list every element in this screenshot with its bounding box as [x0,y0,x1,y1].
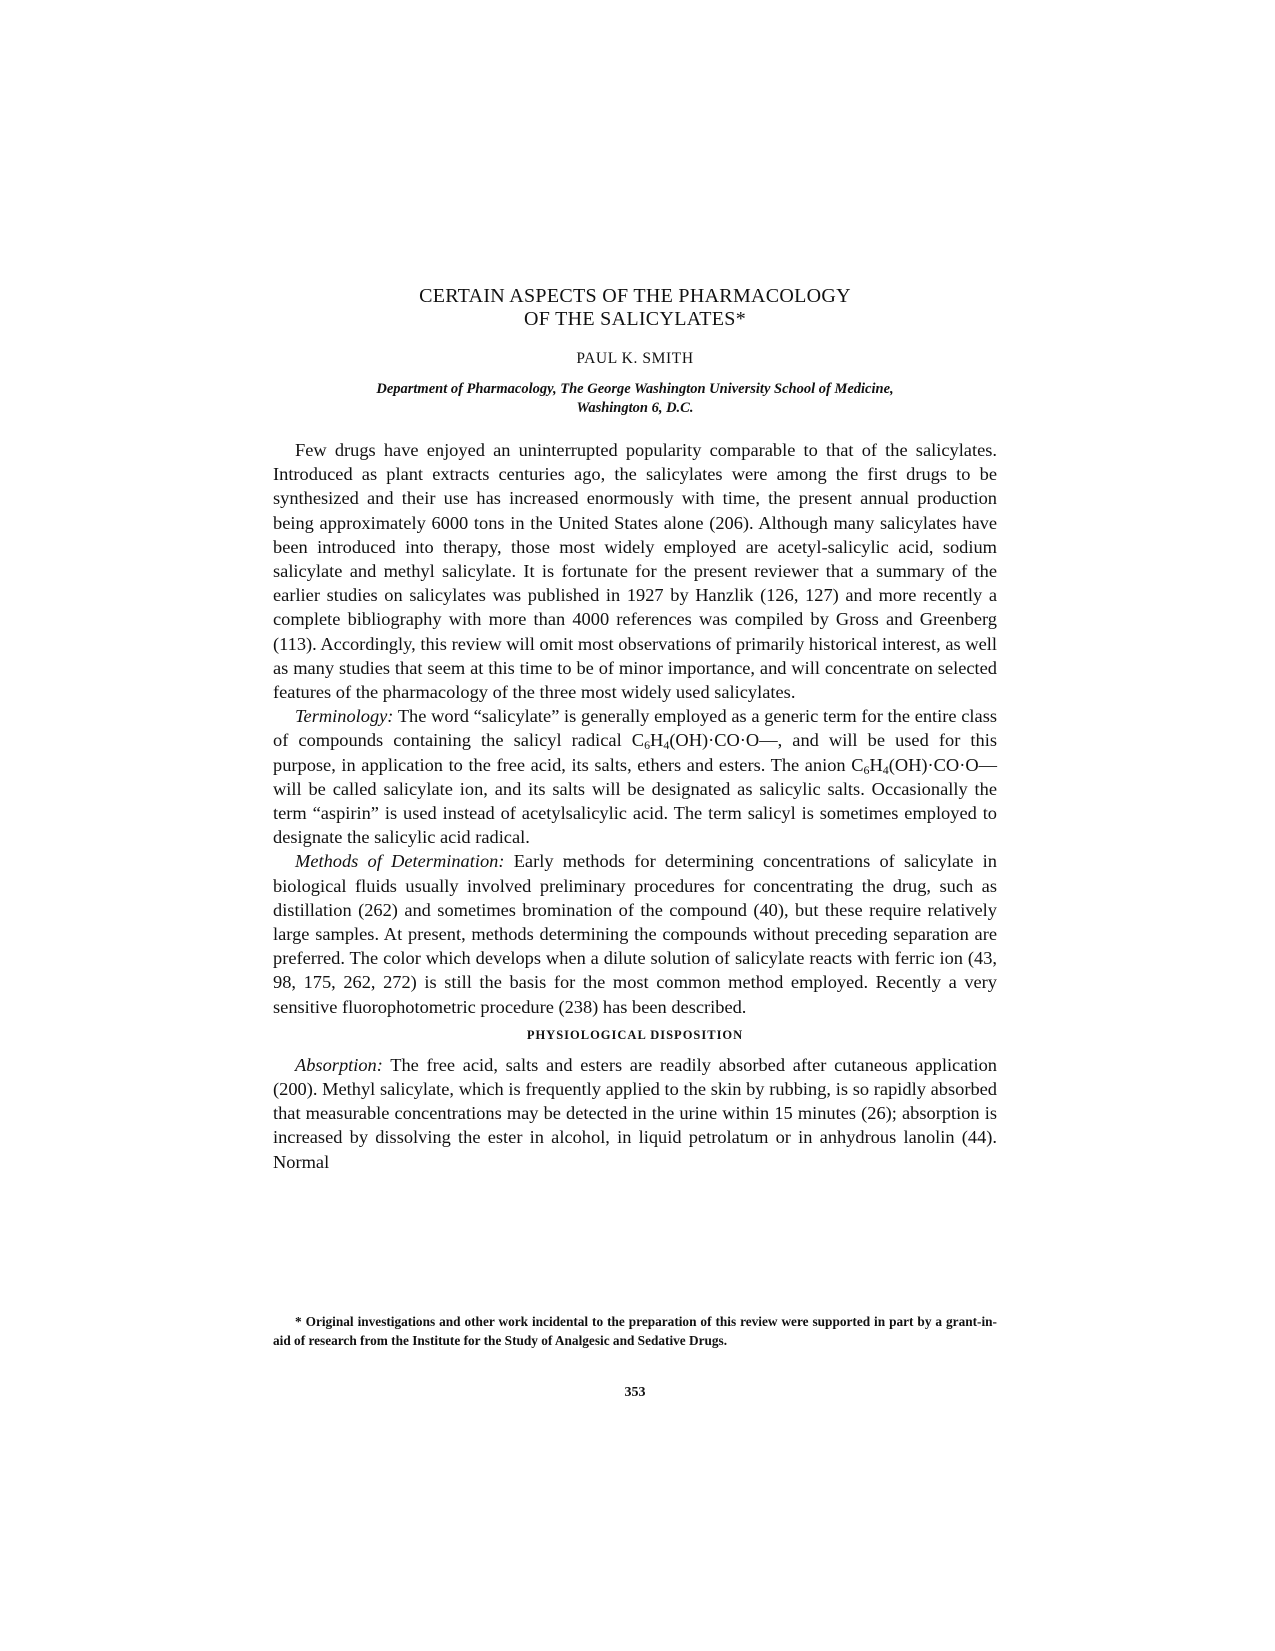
terminology-paragraph [273,704,997,849]
author-affiliation [273,380,997,418]
article-title [273,285,997,331]
affiliation-line-2: Washington 6, D.C. [576,400,694,416]
title-line-2: OF THE SALICYLATES* [523,308,746,330]
terminology-text-4: H [869,754,883,775]
footnote [273,1313,997,1350]
page-number: 353 [624,1385,646,1400]
terminology-text-2: H [650,730,664,751]
terminology-lead: Terminology: [295,706,394,727]
title-line-1: CERTAIN ASPECTS OF THE PHARMACOLOGY [419,285,851,307]
absorption-text: The free acid, salts and esters are readily absorbed after cutaneous application (200). Methyl salicylate, which is frequently applied to the skin by rubbing, is so rapidly absorbed that measurable concentrations may be detected in the urine within 15 minutes (26); absorption is increased by dissolving the ester in alcohol, in liquid petrolatum or in anhydrous lanolin (44). Normal [273,1054,997,1172]
methods-lead: Methods of Determination: [295,851,505,872]
terminology-text-1: The word “salicylate” is generally employed as a generic term for the entire class of compounds containing the salicyl radical C [273,706,998,751]
affiliation-line-1: Department of Pharmacology, The George Washington University School of Medicine, [376,381,894,397]
absorption-lead: Absorption: [295,1054,383,1075]
author-name: PAUL K. SMITH [576,350,694,367]
formula-subscript: 6 [863,762,870,777]
formula-subscript: 4 [882,762,889,777]
section-heading: PHYSIOLOGICAL DISPOSITION [526,1027,744,1042]
methods-paragraph [273,849,997,1018]
terminology-text-5: (OH)·CO·O— will be called salicylate ion, and its salts will be designated as salicylic salts. Occasionally the term “aspirin” is used instead of acetylsalicylic acid. The term salicyl is sometimes employed to designate the salicylic acid radical. [273,754,997,848]
intro-paragraph: Few drugs have enjoyed an uninterrupted popularity comparable to that of the salicylates. Introduced as plant extracts centuries ago, the salicylates were among the first drugs to be synthesized and their use has increased enormously with time, the present annual production being approximately 6000 tons in the United States alone (206). Although many salicylates have been introduced into therapy, those most widely employed are acetyl-salicylic acid, sodium salicylate and methyl salicylate. It is fortunate for the present reviewer that a summary of the earlier studies on salicylates was published in 1927 by Hanzlik (126, 127) and more recently a complete bibliography with more than 4000 references was compiled by Gross and Greenberg (113). Accordingly, this review will omit most observations of primarily historical interest, as well as many studies that seem at this time to be of minor importance, and will concentrate on selected features of the pharmacology of the three most widely used salicylates. [273,440,997,703]
absorption-paragraph [273,1053,997,1174]
article-body [273,438,997,1174]
footnote-text: * Original investigations and other work incidental to the preparation of this review were supported in part by a grant-in-aid of research from the Institute for the Study of Analgesic and Sedative Drugs. [273,1314,997,1348]
terminology-text-3: (OH)·CO·O—, and will be used for this purpose, in application to the free acid, its salts, ethers and esters. The anion C [273,730,997,775]
methods-text: Early methods for determining concentrations of salicylate in biological fluids usually involved preliminary procedures for concentrating the drug, such as distillation (262) and sometimes bromination of the compound (40), but these require relatively large samples. At present, methods determining the compounds without preceding separation are preferred. The color which develops when a dilute solution of salicylate reacts with ferric ion (43, 98, 175, 262, 272) is still the basis for the most common method employed. Recently a very sensitive fluorophotometric procedure (238) has been described. [273,851,997,1017]
formula-subscript: 4 [663,738,670,753]
formula-subscript: 6 [644,738,651,753]
